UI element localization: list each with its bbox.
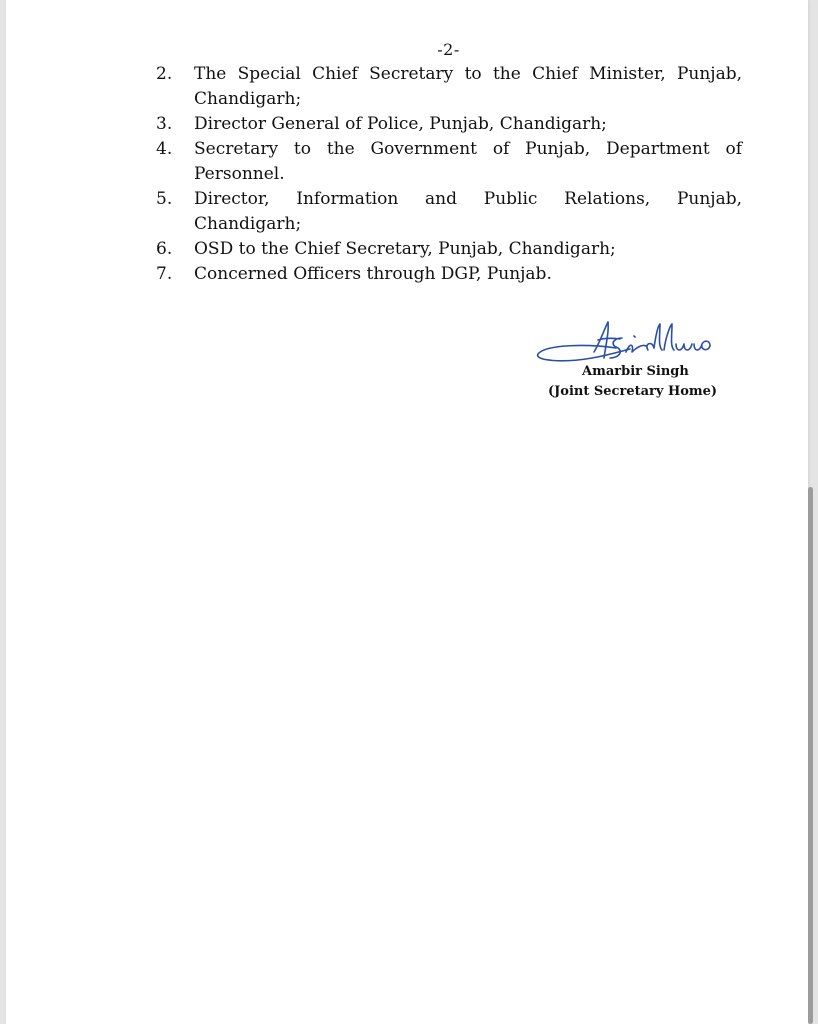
list-item-text: OSD to the Chief Secretary, Punjab, Chandigarh; bbox=[194, 239, 616, 259]
list-item bbox=[150, 137, 742, 187]
list-item-text: Director General of Police, Punjab, Chandigarh; bbox=[194, 114, 607, 134]
list-item-text: Secretary to the Government of Punjab, Department of Personnel. bbox=[194, 139, 742, 184]
list-item-number: 5. bbox=[156, 189, 173, 209]
list-item-number: 4. bbox=[156, 139, 173, 159]
signature-block bbox=[534, 314, 744, 414]
list-item-number: 3. bbox=[156, 114, 173, 134]
list-item bbox=[150, 187, 742, 237]
document-page bbox=[6, 0, 808, 1024]
signature-ink bbox=[538, 322, 710, 361]
list-item-text: The Special Chief Secretary to the Chief Minister, Punjab, Chandigarh; bbox=[194, 64, 742, 109]
list-item bbox=[150, 112, 742, 137]
list-item bbox=[150, 262, 742, 287]
list-item bbox=[150, 237, 742, 262]
list-item-text: Director, Information and Public Relations, Punjab, Chandigarh; bbox=[194, 189, 742, 234]
list-item-number: 2. bbox=[156, 64, 173, 84]
list-item-number: 6. bbox=[156, 239, 173, 259]
list-item-number: 7. bbox=[156, 264, 173, 284]
distribution-list bbox=[150, 62, 742, 287]
signer-name: Amarbir Singh bbox=[582, 364, 689, 379]
list-item-text: Concerned Officers through DGP, Punjab. bbox=[194, 264, 552, 284]
vertical-scrollbar[interactable] bbox=[808, 487, 813, 1024]
list-item bbox=[150, 62, 742, 112]
signer-designation: (Joint Secretary Home) bbox=[548, 384, 718, 399]
page-number: -2- bbox=[437, 40, 460, 59]
